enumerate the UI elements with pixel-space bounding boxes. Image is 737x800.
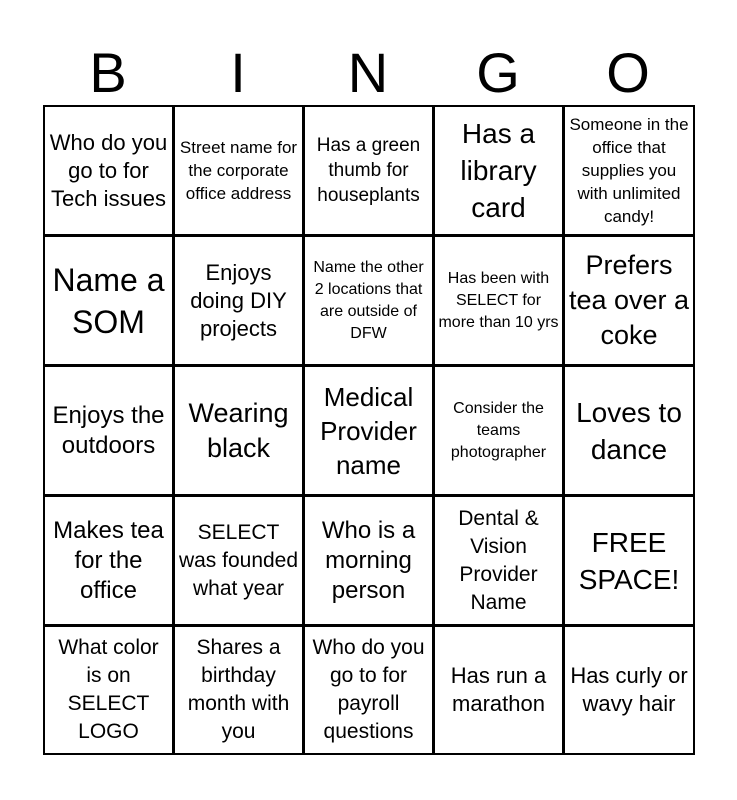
cell-text: Has a library card <box>460 118 537 223</box>
bingo-cell[interactable] <box>435 497 565 627</box>
cell-text: Someone in the office that supplies you with unlimited candy! <box>569 115 689 226</box>
cell-text: Has run a marathon <box>450 663 547 716</box>
cell-text: Shares a birthday month with you <box>187 636 290 743</box>
cell-text: What color is on SELECT LOGO <box>58 636 159 743</box>
cell-text: Prefers tea over a coke <box>568 250 690 350</box>
bingo-cell[interactable] <box>435 237 565 367</box>
cell-text: Has curly or wavy hair <box>570 663 688 716</box>
bingo-cell[interactable] <box>565 367 693 497</box>
cell-text: Medical Provider name <box>320 381 417 480</box>
cell-text: Has been with SELECT for more than 10 yrs <box>438 269 559 331</box>
bingo-cell[interactable] <box>305 237 435 367</box>
cell-text: Who is a morning person <box>321 516 416 604</box>
bingo-cell[interactable] <box>45 367 175 497</box>
header-letter-i: I <box>230 41 246 104</box>
bingo-cell[interactable] <box>305 367 435 497</box>
bingo-cell[interactable] <box>305 107 435 237</box>
bingo-cell[interactable] <box>45 627 175 753</box>
bingo-cell[interactable] <box>565 627 693 753</box>
bingo-cell[interactable] <box>435 107 565 237</box>
header-letter-g: G <box>476 41 520 104</box>
cell-text: FREE SPACE! <box>578 526 680 595</box>
bingo-cell[interactable] <box>175 497 305 627</box>
header-letter-b: B <box>89 41 127 104</box>
header-letter-o: O <box>606 41 650 104</box>
bingo-cell[interactable] <box>45 237 175 367</box>
bingo-card-grid <box>43 105 695 755</box>
bingo-cell[interactable] <box>565 237 693 367</box>
cell-text: Dental & Vision Provider Name <box>458 506 539 614</box>
bingo-cell[interactable] <box>435 627 565 753</box>
bingo-cell[interactable] <box>45 497 175 627</box>
cell-text: Street name for the corporate office address <box>179 138 298 203</box>
bingo-cell[interactable] <box>45 107 175 237</box>
cell-text: Consider the teams photographer <box>450 399 547 461</box>
cell-text: Who do you go to for Tech issues <box>49 129 168 211</box>
cell-text: Enjoys the outdoors <box>52 401 165 459</box>
cell-text: Who do you go to for payroll questions <box>312 636 425 743</box>
bingo-cell[interactable] <box>435 367 565 497</box>
bingo-cell[interactable] <box>175 107 305 237</box>
bingo-header <box>43 40 693 106</box>
cell-text: Wearing black <box>188 397 289 463</box>
bingo-cell[interactable] <box>305 627 435 753</box>
cell-text: Loves to dance <box>576 396 682 465</box>
header-letter-n: N <box>347 41 389 104</box>
cell-text: Name the other 2 locations that are outside of DFW <box>313 258 424 342</box>
bingo-cell[interactable] <box>175 367 305 497</box>
cell-text: Makes tea for the office <box>53 516 164 604</box>
bingo-cell[interactable] <box>565 107 693 237</box>
cell-text: Has a green thumb for houseplants <box>316 135 421 206</box>
free-space-cell[interactable] <box>565 497 693 627</box>
cell-text: SELECT was founded what year <box>178 520 299 600</box>
cell-text: Enjoys doing DIY projects <box>190 259 287 341</box>
bingo-cell[interactable] <box>175 627 305 753</box>
cell-text: Name a SOM <box>52 261 165 340</box>
bingo-cell[interactable] <box>175 237 305 367</box>
bingo-cell[interactable] <box>305 497 435 627</box>
